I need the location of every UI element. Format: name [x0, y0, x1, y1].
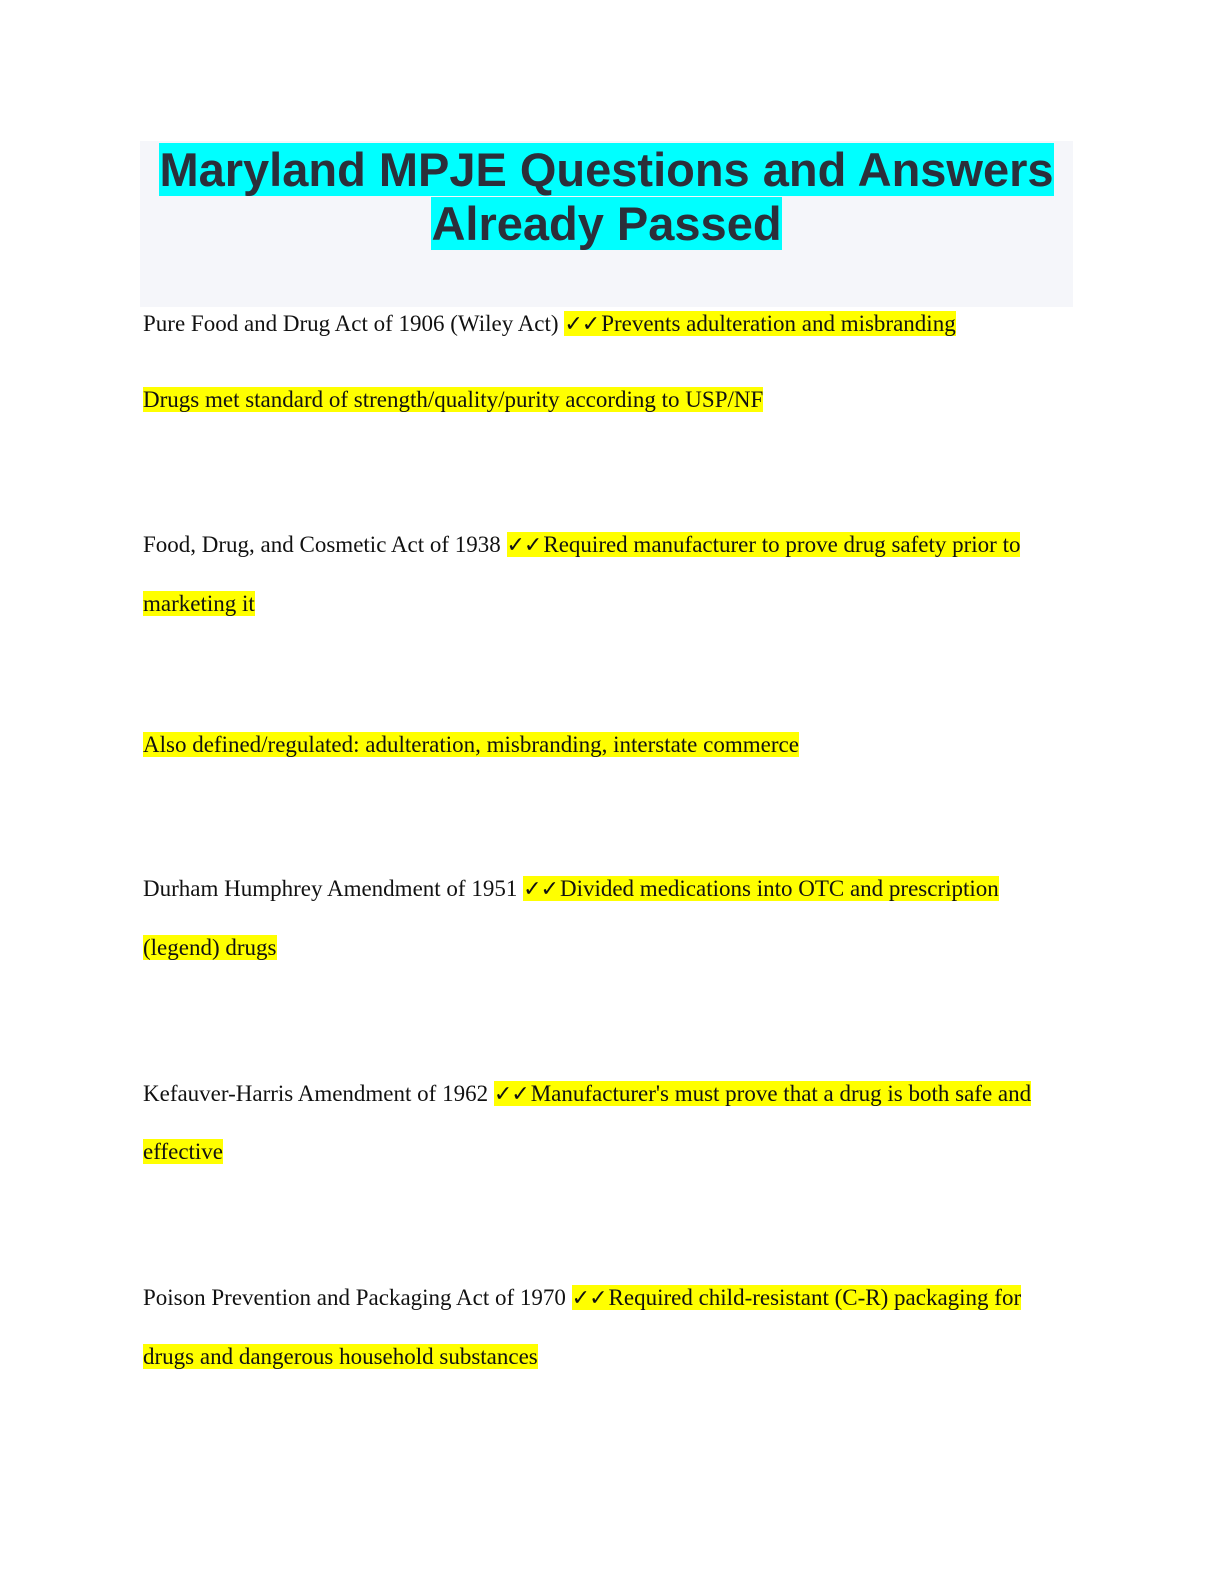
- double-check-icon: ✓✓: [571, 1286, 607, 1311]
- title-line-2: Already Passed: [431, 197, 782, 250]
- entry-3-answer-cont: (legend) drugs: [143, 935, 277, 960]
- entry-4-question-line: [143, 1079, 1031, 1110]
- entry-5-answer: ✓✓Required child-resistant (C-R) packaging for: [571, 1285, 1022, 1311]
- entry-3-answer: ✓✓Divided medications into OTC and prescription: [523, 876, 999, 902]
- double-check-icon: ✓✓: [564, 312, 600, 337]
- entry-4-answer-cont: effective: [143, 1139, 224, 1164]
- entry-2-answer-cont: marketing it: [143, 591, 255, 616]
- double-check-icon: ✓✓: [493, 1082, 529, 1107]
- entry-3-question-line: [143, 874, 999, 905]
- entry-2-question: Food, Drug, and Cosmetic Act of 1938: [143, 532, 501, 557]
- entry-2-answer-line-2: [143, 730, 799, 760]
- entry-4-question: Kefauver-Harris Amendment of 1962: [143, 1081, 489, 1106]
- entry-5-question: Poison Prevention and Packaging Act of 1970: [143, 1285, 566, 1310]
- entry-2-question-line: [143, 530, 1020, 561]
- entry-4-answer-line: [143, 1137, 223, 1167]
- double-check-icon: ✓✓: [523, 877, 558, 902]
- title-line-1: Maryland MPJE Questions and Answers: [159, 143, 1054, 196]
- entry-5-question-line: [143, 1283, 1021, 1314]
- entry-4-answer: ✓✓Manufacturer's must prove that a drug is both safe and: [493, 1081, 1032, 1107]
- entry-5-answer-line: [143, 1342, 538, 1372]
- document-title: [140, 143, 1073, 251]
- entry-1-answer-cont: Drugs met standard of strength/quality/purity according to USP/NF: [143, 387, 764, 412]
- entry-2-answer: ✓✓Required manufacturer to prove drug safety prior to: [506, 532, 1021, 558]
- entry-1-question-line: [143, 309, 956, 340]
- entry-1-answer: ✓✓Prevents adulteration and misbranding: [564, 311, 956, 337]
- entry-5-answer-cont: drugs and dangerous household substances: [143, 1344, 538, 1369]
- entry-1-answer-line: [143, 385, 763, 415]
- entry-3-question: Durham Humphrey Amendment of 1951: [143, 876, 518, 901]
- double-check-icon: ✓✓: [506, 533, 542, 558]
- entry-2-answer-cont-2: Also defined/regulated: adulteration, misbranding, interstate commerce: [143, 732, 799, 757]
- entry-3-answer-line: [143, 933, 277, 963]
- entry-1-question: Pure Food and Drug Act of 1906 (Wiley Act): [143, 311, 559, 336]
- entry-2-answer-line: [143, 589, 255, 619]
